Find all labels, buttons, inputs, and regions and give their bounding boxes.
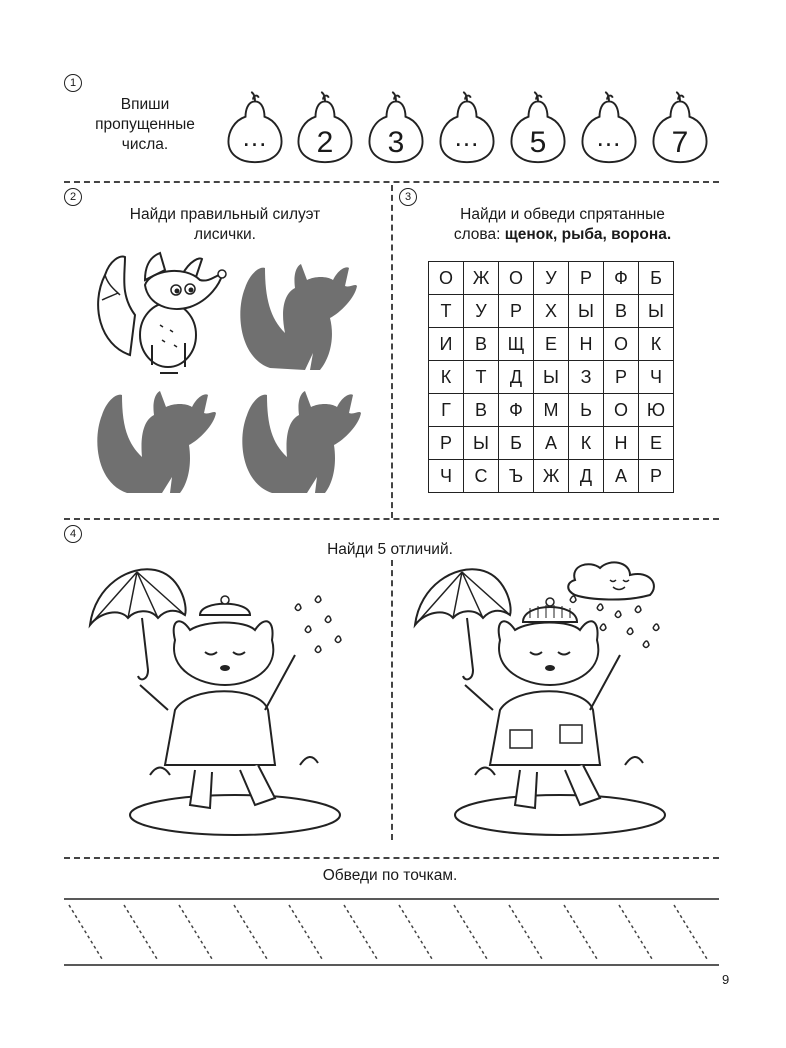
task-3-instruction-line2: [410, 225, 715, 245]
pear-number[interactable]: ...: [596, 122, 622, 152]
grid-letter[interactable]: О: [429, 262, 464, 295]
grid-letter[interactable]: Ы: [464, 427, 499, 460]
grid-letter[interactable]: Ь: [569, 394, 604, 427]
task-3-instruction: [410, 205, 715, 245]
grid-letter[interactable]: В: [464, 394, 499, 427]
grid-letter[interactable]: Б: [639, 262, 674, 295]
grid-letter[interactable]: К: [639, 328, 674, 361]
task-2-number: 2: [64, 188, 82, 206]
grid-letter[interactable]: В: [604, 295, 639, 328]
task-1-instruction-line3: числа.: [121, 136, 169, 153]
fox-outline-illustration: [90, 245, 230, 380]
grid-letter[interactable]: Р: [604, 361, 639, 394]
page-number: 9: [722, 972, 730, 987]
grid-letter[interactable]: З: [569, 361, 604, 394]
grid-letter[interactable]: В: [464, 328, 499, 361]
grid-letter[interactable]: Щ: [499, 328, 534, 361]
grid-letter[interactable]: Р: [639, 460, 674, 493]
pear-number: 5: [529, 126, 547, 159]
grid-letter[interactable]: К: [429, 361, 464, 394]
grid-letter[interactable]: Ы: [569, 295, 604, 328]
grid-letter[interactable]: Р: [429, 427, 464, 460]
task-1-instruction-line1: Впиши: [120, 96, 170, 113]
grid-letter[interactable]: Т: [429, 295, 464, 328]
divider-vertical-bottom: [391, 560, 393, 840]
grid-letter[interactable]: Ы: [639, 295, 674, 328]
task-4-number: 4: [64, 525, 82, 543]
pear-number[interactable]: ...: [242, 122, 268, 152]
task-3-hidden-words: щенок, рыба, ворона.: [504, 226, 672, 243]
grid-row: [429, 460, 674, 493]
pear-number: 7: [671, 126, 689, 159]
grid-letter[interactable]: Е: [639, 427, 674, 460]
task-1-number: 1: [64, 74, 82, 92]
grid-letter[interactable]: Д: [499, 361, 534, 394]
grid-letter[interactable]: С: [464, 460, 499, 493]
task-5-instruction: Обведи по точкам.: [322, 867, 458, 884]
pear-number: 3: [387, 126, 405, 159]
grid-letter[interactable]: А: [604, 460, 639, 493]
task-4-instruction: Найди 5 отличий.: [327, 541, 453, 558]
grid-letter[interactable]: Х: [534, 295, 569, 328]
pear-number: 2: [316, 126, 334, 159]
task-2-instruction-line1: Найди правильный силуэт: [129, 206, 321, 223]
raccoon-picture-left: [80, 560, 380, 850]
word-search-grid: [428, 261, 674, 493]
grid-letter[interactable]: У: [464, 295, 499, 328]
divider-3: [64, 857, 719, 859]
grid-letter[interactable]: Ю: [639, 394, 674, 427]
grid-letter[interactable]: Ж: [534, 460, 569, 493]
tracing-lines: [64, 895, 719, 970]
task-1-instruction: [80, 95, 210, 155]
grid-row: [429, 262, 674, 295]
grid-row: [429, 361, 674, 394]
fox-silhouette-1: [235, 258, 360, 378]
grid-letter[interactable]: Д: [569, 460, 604, 493]
grid-row: [429, 394, 674, 427]
grid-letter[interactable]: Р: [569, 262, 604, 295]
grid-letter[interactable]: И: [429, 328, 464, 361]
grid-letter[interactable]: Ф: [604, 262, 639, 295]
grid-letter[interactable]: У: [534, 262, 569, 295]
task-2-instruction: [90, 205, 360, 245]
grid-letter[interactable]: А: [534, 427, 569, 460]
grid-row: [429, 427, 674, 460]
grid-letter[interactable]: М: [534, 394, 569, 427]
task-3-instruction-line1: Найди и обведи спрятанные: [460, 206, 665, 223]
grid-letter[interactable]: Н: [569, 328, 604, 361]
grid-letter[interactable]: О: [499, 262, 534, 295]
grid-letter[interactable]: Б: [499, 427, 534, 460]
grid-letter[interactable]: Ф: [499, 394, 534, 427]
grid-letter[interactable]: Ч: [429, 460, 464, 493]
pear-number[interactable]: ...: [454, 122, 480, 152]
grid-letter[interactable]: Т: [464, 361, 499, 394]
divider-vertical-top: [391, 185, 393, 518]
grid-letter[interactable]: О: [604, 328, 639, 361]
task-3-number: 3: [399, 188, 417, 206]
fox-silhouette-2: [92, 385, 217, 500]
task-3-instruction-prefix: слова:: [453, 226, 505, 243]
grid-row: [429, 295, 674, 328]
raccoon-picture-right: [405, 560, 705, 850]
task-1-instruction-line2: пропущенные: [95, 116, 195, 133]
grid-letter[interactable]: Г: [429, 394, 464, 427]
grid-letter[interactable]: Е: [534, 328, 569, 361]
grid-letter[interactable]: Ъ: [499, 460, 534, 493]
grid-letter[interactable]: Р: [499, 295, 534, 328]
grid-letter[interactable]: Н: [604, 427, 639, 460]
grid-letter[interactable]: Ж: [464, 262, 499, 295]
grid-letter[interactable]: Ы: [534, 361, 569, 394]
divider-1: [64, 181, 719, 183]
divider-2: [64, 518, 719, 520]
grid-letter[interactable]: К: [569, 427, 604, 460]
fox-silhouette-3: [237, 385, 362, 500]
grid-letter[interactable]: О: [604, 394, 639, 427]
grid-letter[interactable]: Ч: [639, 361, 674, 394]
task-2-instruction-line2: лисички.: [194, 226, 256, 243]
grid-row: [429, 328, 674, 361]
